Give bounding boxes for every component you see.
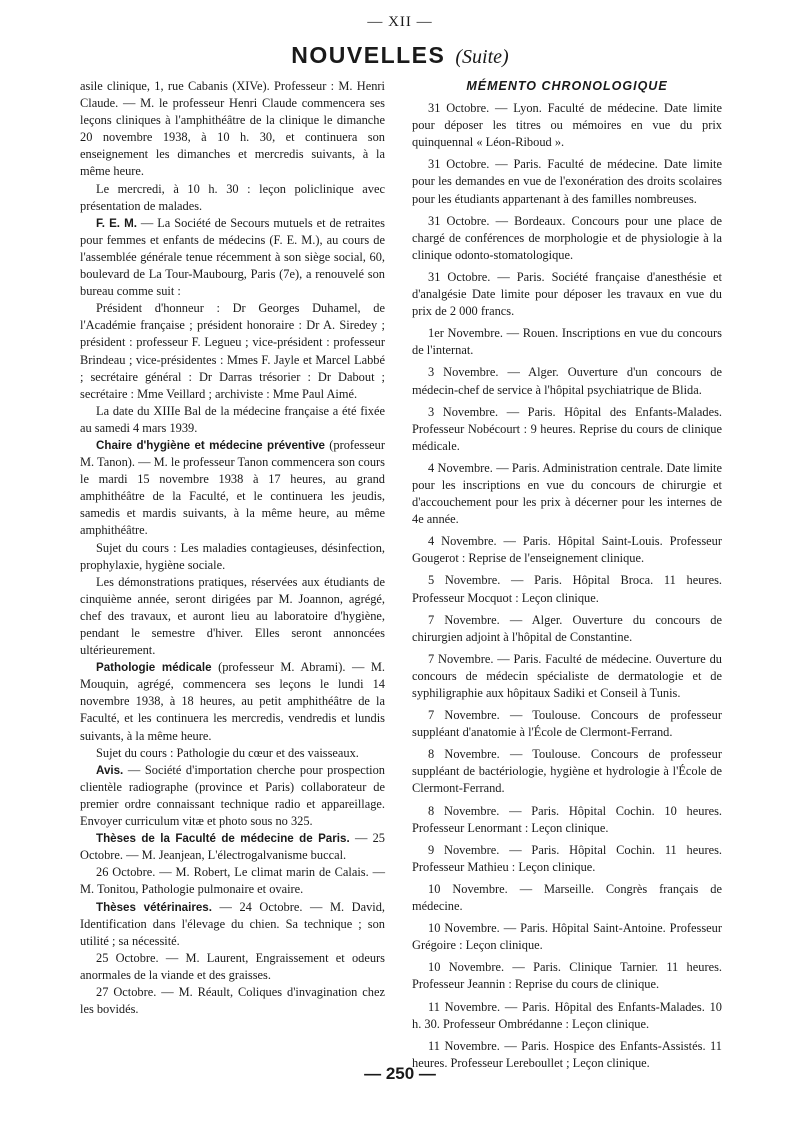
- memento-entry: 31 Octobre. — Lyon. Faculté de médecine. Date limite pour déposer les titres ou mémoires en vue du prix quinquennal « Léon-Riboud ».: [412, 101, 722, 150]
- paragraph: Le mercredi, à 10 h. 30 : leçon policlinique avec présentation de malades.: [80, 181, 385, 213]
- paragraph-lead: Pathologie médicale: [96, 661, 212, 675]
- section-title-suite: (Suite): [455, 46, 509, 68]
- paragraph: [80, 659, 385, 744]
- right-column: [412, 78, 722, 1077]
- paragraph: [80, 437, 385, 540]
- memento-entry: 4 Novembre. — Paris. Administration centrale. Date limite pour les inscriptions en vue du concours de chirurgie et d'accouchement pour les prix à décerner pour les internes de 4e année.: [412, 460, 722, 527]
- memento-entry: 10 Novembre. — Marseille. Congrès français de médecine.: [412, 881, 722, 914]
- memento-entry: 11 Novembre. — Paris. Hôpital des Enfants-Malades. 10 h. 30. Professeur Ombrédanne : Leçon clinique.: [412, 999, 722, 1031]
- memento-entry: 9 Novembre. — Paris. Hôpital Cochin. 11 heures. Professeur Mathieu : Leçon clinique.: [412, 842, 722, 874]
- memento-entry: 1er Novembre. — Rouen. Inscriptions en vue du concours de l'internat.: [412, 326, 722, 358]
- memento-entry: 7 Novembre. — Paris. Faculté de médecine. Ouverture du concours de médecin spécialiste de dermatologie et de syphiligraphie aux hôpitaux Sadiki et Conseil à Tunis.: [412, 651, 722, 700]
- paragraph-lead: F. E. M.: [96, 216, 137, 230]
- memento-entry: 31 Octobre. — Bordeaux. Concours pour une place de chargé de conférences de morphologie et de physiologie à la clinique odonto-stomatologique.: [412, 213, 722, 262]
- memento-entry: 7 Novembre. — Alger. Ouverture du concours de chirurgien adjoint à l'hôpital de Constantine.: [412, 612, 722, 644]
- memento-entry: 31 Octobre. — Paris. Faculté de médecine. Date limite pour les demandes en vue de l'exonération des droits scolaires pour les étudiants appartenant à des familles nombreuses.: [412, 157, 722, 206]
- page-number: — 250 —: [364, 1064, 436, 1083]
- paragraph: Sujet du cours : Les maladies contagieuses, désinfection, prophylaxie, hygiène sociale.: [80, 540, 385, 572]
- memento-entry: 7 Novembre. — Toulouse. Concours de professeur suppléant d'anatomie à l'École de Clermont-Ferrand.: [412, 708, 722, 740]
- page-header-number: — XII —: [367, 14, 433, 30]
- memento-entry: 5 Novembre. — Paris. Hôpital Broca. 11 heures. Professeur Mocquot : Leçon clinique.: [412, 573, 722, 605]
- paragraph: Les démonstrations pratiques, réservées aux étudiants de cinquième année, seront dirigées par M. Joannon, agrégé, chef des travaux, et auront lieu au laboratoire d'hygiène, pendant le semestre d'hiver. Elles seront annoncées ultérieurement.: [80, 574, 385, 658]
- paragraph-lead: Avis.: [96, 763, 124, 777]
- memento-entry: 31 Octobre. — Paris. Société française d'anesthésie et d'analgésie Date limite pour déposer les travaux en vue du prix de 2 000 francs.: [412, 269, 722, 319]
- paragraph-lead: Chaire d'hygiène et médecine préventive: [96, 438, 325, 452]
- paragraph: Sujet du cours : Pathologie du cœur et des vaisseaux.: [96, 745, 359, 760]
- paragraph-lead: Thèses de la Faculté de médecine de Paris.: [96, 832, 350, 846]
- paragraph: 26 Octobre. — M. Robert, Le climat marin de Calais. — M. Tonitou, Pathologie pulmonaire et ovaire.: [80, 865, 385, 897]
- paragraph-lead: Thèses vétérinaires.: [96, 900, 212, 914]
- section-title: [0, 42, 800, 69]
- paragraph-text: — La Société de Secours mutuels et de retraites pour femmes et enfants de médecins (F. E. M.), au cours de l'assemblée générale tenue récemment à son siège social, 60, boulevard de La Tour-Maubourg, Paris (7e), a renouvelé son bureau comme suit :: [80, 215, 385, 299]
- paragraph: 25 Octobre. — M. Laurent, Engraissement et odeurs anormales de la viande et des graisses.: [80, 950, 385, 982]
- paragraph: [80, 899, 385, 950]
- paragraph: [80, 830, 385, 864]
- memento-entry: 8 Novembre. — Paris. Hôpital Cochin. 10 heures. Professeur Lenormant : Leçon clinique.: [412, 803, 722, 835]
- memento-entry: 4 Novembre. — Paris. Hôpital Saint-Louis. Professeur Gougerot : Reprise de l'enseignement clinique.: [412, 534, 722, 566]
- paragraph: 27 Octobre. — M. Réault, Coliques d'invagination chez les bovidés.: [80, 984, 385, 1017]
- memento-entry: 3 Novembre. — Alger. Ouverture d'un concours de médecin-chef de service à l'hôpital psychiatrique de Blida.: [412, 365, 722, 397]
- paragraph: Président d'honneur : Dr Georges Duhamel, de l'Académie française ; président honoraire : Dr A. Siredey ; président : professeur F. Legueu ; vice-président : professeur Brindeau ; vice-présidentes : Mmes F. Jayle et Marcel Labbé ; secrétaire général : Dr Darras trésorier : Dr Dabout ; secrétaire : Mme Veillard ; archiviste : Mme Paul Aimé.: [80, 301, 385, 401]
- paragraph-text: (professeur M. Abrami). — M. Mouquin, agrégé, commencera ses leçons le lundi 14 novembre 1938, à 18 heures, au petit amphithéâtre de la Faculté, et les continuera les mercredis, vendredis et lundis suivants, à la même heure.: [80, 660, 386, 743]
- paragraph: [80, 215, 385, 300]
- paragraph: asile clinique, 1, rue Cabanis (XIVe). Professeur : M. Henri Claude. — M. le professeur Henri Claude commencera ses leçons cliniques à l'amphithéâtre de la clinique le dimanche 20 novembre 1938, à 10 h. 30, et continuera son enseignement les dimanches et mercredis suivants, à la même heure.: [80, 79, 385, 179]
- memento-entry: 10 Novembre. — Paris. Hôpital Saint-Antoine. Professeur Grégoire : Leçon clinique.: [412, 921, 722, 953]
- section-title-main: NOUVELLES: [291, 42, 446, 68]
- paragraph: [80, 762, 385, 830]
- paragraph-text: (professeur M. Tanon). — M. le professeur Tanon commencera son cours le mardi 15 novembre 1938 à 17 heures, au grand amphithéâtre de la Faculté, et le continuera les jeudis, samedis et mardis suivants, à la même heure, au même amphithéâtre.: [80, 437, 385, 538]
- left-column: [80, 78, 385, 1018]
- paragraph-text: — 24 Octobre. — M. David, Identification dans l'élevage du chien. Sa technique ; son utilité ; sa nécessité.: [80, 899, 385, 948]
- memento-entry: 10 Novembre. — Paris. Clinique Tarnier. 11 heures. Professeur Jeannin : Reprise du cours de clinique.: [412, 960, 722, 992]
- paragraph-text: — 25 Octobre. — M. Jeanjean, L'électrogalvanisme buccal.: [80, 831, 386, 863]
- memento-entry: 8 Novembre. — Toulouse. Concours de professeur suppléant de bactériologie, hygiène et hydrologie à l'École de Clermont-Ferrand.: [412, 747, 722, 796]
- memento-entry: 3 Novembre. — Paris. Hôpital des Enfants-Malades. Professeur Nobécourt : 9 heures. Reprise du cours de clinique médicale.: [412, 404, 722, 453]
- paragraph: La date du XIIIe Bal de la médecine française a été fixée au samedi 4 mars 1939.: [80, 403, 385, 435]
- memento-title: MÉMENTO CHRONOLOGIQUE: [466, 79, 668, 93]
- paragraph-text: — Société d'importation cherche pour prospection clientèle radiographe (province et Paris) collaborateur de premier ordre connaissant technique radio et appareillage. Envoyer curriculum vitæ et photo sous no 325.: [80, 762, 385, 829]
- memento-entry: 11 Novembre. — Paris. Hospice des Enfants-Assistés. 11 heures. Professeur Lereboullet ; Leçon clinique.: [412, 1038, 722, 1070]
